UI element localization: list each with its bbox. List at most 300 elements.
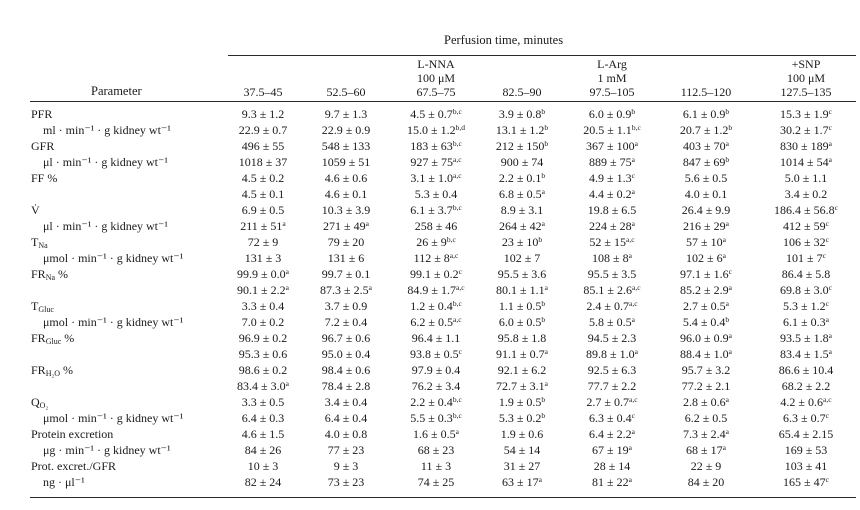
significance-mark: a,c — [626, 235, 635, 244]
cell-value: 212 ± 150 — [495, 139, 545, 153]
cell-value: 83.4 ± 3.0 — [237, 379, 286, 393]
significance-mark: b,c — [631, 123, 641, 132]
significance-mark: b,c — [452, 107, 462, 116]
table-cell — [472, 379, 572, 393]
cell-value: 1.9 ± 0.6 — [500, 427, 544, 441]
table-cell — [296, 251, 396, 265]
cell-value: 101 ± 7 — [786, 251, 823, 265]
cell-value: 13.1 ± 1.2 — [495, 123, 545, 137]
row-label — [43, 443, 171, 457]
table-row — [0, 171, 860, 185]
significance-mark: a — [725, 299, 729, 308]
table-row — [0, 155, 860, 169]
cell-value: 5.6 ± 0.5 — [684, 171, 728, 185]
cell-value: 99.7 ± 0.1 — [321, 267, 371, 281]
cell-value: 65.4 ± 2.15 — [778, 427, 834, 441]
row-label — [31, 107, 52, 121]
cell-value: 95.8 ± 1.8 — [497, 331, 547, 345]
cell-value: 4.2 ± 0.6 — [780, 395, 824, 409]
significance-mark: c — [631, 411, 635, 420]
column-time: 52.5–60 — [326, 85, 366, 99]
row-label — [31, 395, 48, 409]
significance-mark: b — [541, 395, 546, 404]
cell-value: 6.8 ± 0.5 — [499, 187, 542, 201]
table-cell — [562, 443, 662, 457]
cell-value: 68 ± 17 — [686, 443, 723, 457]
table-cell — [472, 347, 572, 361]
parameter-header: Parameter — [91, 84, 142, 98]
cell-value: 80.1 ± 1.1 — [496, 283, 545, 297]
cell-value: 4.5 ± 0.1 — [241, 187, 285, 201]
column-header — [562, 57, 662, 99]
cell-value: 57 ± 10 — [686, 235, 723, 249]
label-suffix: % — [61, 331, 75, 345]
significance-mark: a — [722, 235, 726, 244]
table-cell — [296, 203, 396, 217]
table-cell — [562, 187, 662, 201]
cell-value: 15.0 ± 1.2 — [407, 123, 456, 137]
table-cell — [472, 363, 572, 377]
cell-value: 84.9 ± 1.7 — [407, 283, 457, 297]
cell-value: 1.2 ± 0.4 — [410, 299, 453, 313]
table-row — [0, 379, 860, 393]
cell-value: 85.1 ± 2.6 — [583, 283, 633, 297]
table-cell — [756, 427, 856, 441]
table-cell — [656, 411, 756, 425]
cell-value: 95.5 ± 3.5 — [587, 267, 637, 281]
significance-mark: a — [728, 347, 732, 356]
significance-mark: b — [541, 411, 546, 420]
cell-value: 97.9 ± 0.4 — [411, 363, 461, 377]
table-cell — [386, 347, 486, 361]
table-cell — [756, 235, 856, 249]
significance-mark: a — [634, 139, 638, 148]
cell-value: 548 ± 133 — [321, 139, 371, 153]
cell-value: 4.6 ± 0.6 — [324, 171, 368, 185]
significance-mark: a — [631, 315, 635, 324]
table-cell — [756, 107, 856, 121]
significance-mark: a,c — [632, 283, 641, 292]
significance-mark: a — [725, 219, 729, 228]
table-cell — [756, 123, 856, 137]
cell-value: 10 ± 3 — [247, 459, 279, 473]
cell-value: 73 ± 23 — [327, 475, 365, 489]
significance-mark: b — [541, 299, 546, 308]
row-label — [31, 267, 68, 281]
table-cell — [472, 171, 572, 185]
table-cell — [472, 299, 572, 313]
label-text: μl · min⁻¹ · g kidney wt⁻¹ — [43, 219, 168, 233]
table-cell — [296, 363, 396, 377]
significance-mark: a — [628, 475, 632, 484]
row-label — [43, 411, 183, 425]
table-cell — [296, 411, 396, 425]
significance-mark: a — [628, 251, 632, 260]
cell-value: 99.1 ± 0.2 — [410, 267, 459, 281]
table-cell — [756, 283, 856, 297]
significance-mark: b — [544, 139, 549, 148]
label-text: V̇ — [31, 203, 40, 217]
column-time: 67.5–75 — [416, 85, 456, 99]
significance-mark: a — [725, 395, 729, 404]
table-cell — [386, 171, 486, 185]
cell-value: 5.0 ± 1.1 — [784, 171, 828, 185]
cell-value: 26 ± 9 — [416, 235, 447, 249]
significance-mark: c — [834, 203, 838, 212]
significance-mark: a — [628, 443, 632, 452]
label-suffix: % — [55, 267, 69, 281]
cell-value: 6.1 ± 0.3 — [783, 315, 826, 329]
table-cell — [562, 123, 662, 137]
cell-value: 6.1 ± 3.7 — [410, 203, 453, 217]
table-cell — [756, 411, 856, 425]
table-cell — [386, 283, 486, 297]
table-cell — [472, 459, 572, 473]
cell-value: 78.4 ± 2.8 — [321, 379, 371, 393]
column-time: 127.5–135 — [780, 85, 832, 99]
cell-value: 9.3 ± 1.2 — [241, 107, 285, 121]
cell-value: 83.4 ± 1.5 — [780, 347, 829, 361]
table-row — [0, 395, 860, 409]
significance-mark: a — [538, 475, 542, 484]
cell-value: 108 ± 8 — [592, 251, 629, 265]
label-text: Q — [31, 395, 40, 409]
column-time: 97.5–105 — [589, 85, 635, 99]
cell-value: 5.4 ± 0.4 — [682, 315, 726, 329]
cell-value: 96.4 ± 1.1 — [411, 331, 461, 345]
cell-value: 4.6 ± 0.1 — [324, 187, 368, 201]
significance-mark: b,c — [452, 299, 462, 308]
significance-mark: a — [825, 315, 829, 324]
label-text: PFR — [31, 107, 53, 121]
cell-value: 96.0 ± 0.9 — [680, 331, 729, 345]
cell-value: 102 ± 6 — [686, 251, 723, 265]
table-cell — [296, 171, 396, 185]
table-cell — [386, 443, 486, 457]
significance-mark: b — [538, 235, 543, 244]
table-cell — [472, 123, 572, 137]
table-cell — [472, 315, 572, 329]
significance-mark: c — [825, 299, 829, 308]
table-cell — [756, 187, 856, 201]
table-cell — [756, 443, 856, 457]
table-cell — [656, 395, 756, 409]
cell-value: 95.3 ± 0.6 — [238, 347, 288, 361]
column-header — [472, 57, 572, 99]
significance-mark: a — [631, 187, 635, 196]
cell-value: 7.2 ± 0.4 — [324, 315, 368, 329]
significance-mark: a — [631, 155, 635, 164]
table-cell — [296, 283, 396, 297]
table-row — [0, 443, 860, 457]
cell-value: 88.4 ± 1.0 — [680, 347, 729, 361]
cell-value: 264 ± 42 — [499, 219, 542, 233]
table-cell — [296, 427, 396, 441]
table-cell — [472, 267, 572, 281]
cell-value: 95.7 ± 3.2 — [681, 363, 731, 377]
label-text: μmol · min⁻¹ · g kidney wt⁻¹ — [43, 251, 184, 265]
label-subscript: Na — [45, 273, 56, 282]
significance-mark: a,c — [456, 283, 465, 292]
significance-mark: c — [458, 347, 462, 356]
row-label — [43, 475, 85, 489]
table-cell — [386, 331, 486, 345]
label-subscript: Gluc — [38, 305, 54, 314]
cell-value: 97.1 ± 1.6 — [680, 267, 729, 281]
table-cell — [656, 299, 756, 313]
table-cell — [386, 219, 486, 233]
significance-mark: a — [544, 283, 548, 292]
label-text: FF % — [31, 171, 58, 185]
table-cell — [386, 107, 486, 121]
cell-value: 106 ± 32 — [783, 235, 826, 249]
table-cell — [562, 459, 662, 473]
table-cell — [386, 235, 486, 249]
table-cell — [386, 411, 486, 425]
label-subscript: O₂ — [39, 401, 49, 410]
label-text: μmol · min⁻¹ · g kidney wt⁻¹ — [43, 411, 184, 425]
table-cell — [296, 139, 396, 153]
column-header — [296, 57, 396, 99]
cell-value: 20.5 ± 1.1 — [583, 123, 632, 137]
cell-value: 8.9 ± 3.1 — [500, 203, 544, 217]
cell-value: 496 ± 55 — [241, 139, 285, 153]
table-cell — [656, 315, 756, 329]
table-cell — [756, 251, 856, 265]
significance-mark: a — [282, 219, 286, 228]
table-cell — [756, 395, 856, 409]
table-cell — [562, 267, 662, 281]
table-cell — [756, 363, 856, 377]
cell-value: 3.3 ± 0.5 — [241, 395, 285, 409]
label-text: μl · min⁻¹ · g kidney wt⁻¹ — [43, 155, 168, 169]
table-cell — [756, 267, 856, 281]
label-suffix: % — [60, 363, 74, 377]
table-cell — [296, 331, 396, 345]
label-text: μg · min⁻¹ · g kidney wt⁻¹ — [43, 443, 171, 457]
significance-mark: a — [725, 139, 729, 148]
column-dose: 100 μM — [416, 71, 456, 85]
cell-value: 84 ± 20 — [687, 475, 725, 489]
cell-value: 6.1 ± 0.9 — [682, 107, 726, 121]
table-cell — [562, 411, 662, 425]
cell-value: 4.4 ± 0.2 — [589, 187, 632, 201]
cell-value: 96.7 ± 0.6 — [321, 331, 371, 345]
table-cell — [656, 443, 756, 457]
table-cell — [296, 379, 396, 393]
table-row — [0, 299, 860, 313]
table-row — [0, 139, 860, 153]
row-label — [31, 427, 113, 441]
cell-value: 77.2 ± 2.1 — [681, 379, 731, 393]
table-row — [0, 251, 860, 265]
table-cell — [656, 363, 756, 377]
table-cell — [296, 475, 396, 489]
cell-value: 7.0 ± 0.2 — [241, 315, 285, 329]
significance-mark: b,d — [455, 123, 465, 132]
cell-value: 2.7 ± 0.7 — [586, 395, 630, 409]
table-cell — [656, 379, 756, 393]
significance-mark: a,c — [629, 299, 638, 308]
cell-value: 96.9 ± 0.2 — [238, 331, 288, 345]
significance-mark: a — [828, 155, 832, 164]
row-label — [31, 331, 74, 345]
label-text: ng · μl⁻¹ — [43, 475, 85, 489]
table-cell — [472, 203, 572, 217]
cell-value: 1018 ± 37 — [238, 155, 288, 169]
perfusion-time-title: Perfusion time, minutes — [444, 33, 564, 47]
column-group — [296, 57, 396, 71]
table-cell — [472, 443, 572, 457]
cell-value: 6.0 ± 0.5 — [498, 315, 542, 329]
row-label — [31, 459, 116, 473]
cell-value: 927 ± 75 — [410, 155, 454, 169]
significance-mark: a,c — [453, 315, 462, 324]
cell-value: 4.0 ± 0.1 — [684, 187, 728, 201]
column-dose — [472, 71, 572, 85]
cell-value: 84 ± 26 — [244, 443, 282, 457]
table-cell — [472, 411, 572, 425]
column-group: +SNP — [791, 57, 821, 71]
cell-value: 6.2 ± 0.5 — [410, 315, 454, 329]
table-cell — [756, 139, 856, 153]
cell-value: 258 ± 46 — [414, 219, 458, 233]
table-cell — [656, 427, 756, 441]
perfusion-rule — [228, 55, 856, 56]
significance-mark: b,c — [452, 139, 462, 148]
cell-value: 847 ± 69 — [682, 155, 726, 169]
table-cell — [386, 187, 486, 201]
cell-value: 5.8 ± 0.5 — [589, 315, 632, 329]
table-cell — [656, 475, 756, 489]
significance-mark: a — [544, 379, 548, 388]
table-cell — [756, 171, 856, 185]
cell-value: 4.5 ± 0.2 — [241, 171, 285, 185]
cell-value: 22 ± 9 — [690, 459, 722, 473]
cell-value: 4.5 ± 0.7 — [410, 107, 453, 121]
table-row — [0, 347, 860, 361]
table-cell — [562, 155, 662, 169]
significance-mark: a — [828, 347, 832, 356]
table-cell — [296, 235, 396, 249]
label-subscript: H₂O — [45, 369, 61, 378]
table-cell — [656, 203, 756, 217]
cell-value: 2.4 ± 0.7 — [586, 299, 630, 313]
significance-mark: c — [828, 283, 832, 292]
cell-value: 77 ± 23 — [327, 443, 365, 457]
cell-value: 90.1 ± 2.2 — [237, 283, 286, 297]
significance-mark: a — [722, 443, 726, 452]
label-text: Prot. excret./GFR — [31, 459, 116, 473]
table-cell — [386, 299, 486, 313]
footer-rule — [30, 497, 856, 498]
table-row — [0, 427, 860, 441]
cell-value: 165 ± 47 — [783, 475, 826, 489]
table-row — [0, 331, 860, 345]
table-cell — [562, 363, 662, 377]
cell-value: 1.6 ± 0.5 — [413, 427, 456, 441]
cell-value: 271 ± 49 — [323, 219, 366, 233]
table-cell — [562, 203, 662, 217]
significance-mark: b — [728, 123, 733, 132]
label-subscript: Gluc — [45, 337, 62, 346]
cell-value: 4.9 ± 1.3 — [589, 171, 632, 185]
table-cell — [472, 283, 572, 297]
significance-mark: a — [631, 219, 635, 228]
cell-value: 112 ± 8 — [413, 251, 450, 265]
significance-mark: a — [544, 347, 548, 356]
cell-value: 87.3 ± 2.5 — [320, 283, 369, 297]
cell-value: 2.2 ± 0.1 — [498, 171, 542, 185]
table-cell — [472, 187, 572, 201]
significance-mark: b — [725, 315, 730, 324]
significance-mark: a — [828, 139, 832, 148]
table-cell — [296, 395, 396, 409]
cell-value: 5.3 ± 1.2 — [783, 299, 826, 313]
cell-value: 169 ± 53 — [784, 443, 828, 457]
cell-value: 900 ± 74 — [500, 155, 544, 169]
cell-value: 85.2 ± 2.9 — [680, 283, 729, 297]
cell-value: 9 ± 3 — [333, 459, 359, 473]
cell-value: 52 ± 15 — [589, 235, 627, 249]
cell-value: 4.0 ± 0.8 — [324, 427, 368, 441]
row-label — [43, 123, 171, 137]
label-text: GFR — [31, 139, 55, 153]
table-cell — [386, 123, 486, 137]
cell-value: 10.3 ± 3.9 — [321, 203, 371, 217]
cell-value: 69.8 ± 3.0 — [780, 283, 829, 297]
table-cell — [386, 315, 486, 329]
column-dose — [296, 71, 396, 85]
column-time: 82.5–90 — [502, 85, 542, 99]
significance-mark: a — [725, 427, 729, 436]
significance-mark: c — [825, 411, 829, 420]
cell-value: 72.7 ± 3.1 — [496, 379, 545, 393]
table-cell — [386, 139, 486, 153]
cell-value: 224 ± 28 — [589, 219, 632, 233]
table-cell — [756, 475, 856, 489]
table-row — [0, 203, 860, 217]
cell-value: 3.1 ± 1.0 — [410, 171, 454, 185]
significance-mark: a — [728, 331, 732, 340]
cell-value: 1059 ± 51 — [321, 155, 371, 169]
table-cell — [296, 123, 396, 137]
table-cell — [386, 155, 486, 169]
cell-value: 98.6 ± 0.2 — [238, 363, 288, 377]
table-cell — [756, 299, 856, 313]
table-cell — [562, 299, 662, 313]
significance-mark: a — [541, 219, 545, 228]
significance-mark: a — [285, 283, 289, 292]
cell-value: 412 ± 59 — [783, 219, 826, 233]
row-label — [31, 235, 48, 249]
row-label — [43, 219, 168, 233]
table-row — [0, 315, 860, 329]
cell-value: 74 ± 25 — [417, 475, 455, 489]
table-cell — [562, 379, 662, 393]
row-label — [31, 203, 40, 217]
table-row — [0, 267, 860, 281]
table-cell — [472, 427, 572, 441]
table-cell — [756, 331, 856, 345]
significance-mark: a — [828, 331, 832, 340]
cell-value: 6.3 ± 0.7 — [783, 411, 826, 425]
column-dose — [656, 71, 756, 85]
table-row — [0, 459, 860, 473]
table-cell — [562, 331, 662, 345]
significance-mark: c — [825, 219, 829, 228]
significance-mark: a,c — [453, 155, 462, 164]
